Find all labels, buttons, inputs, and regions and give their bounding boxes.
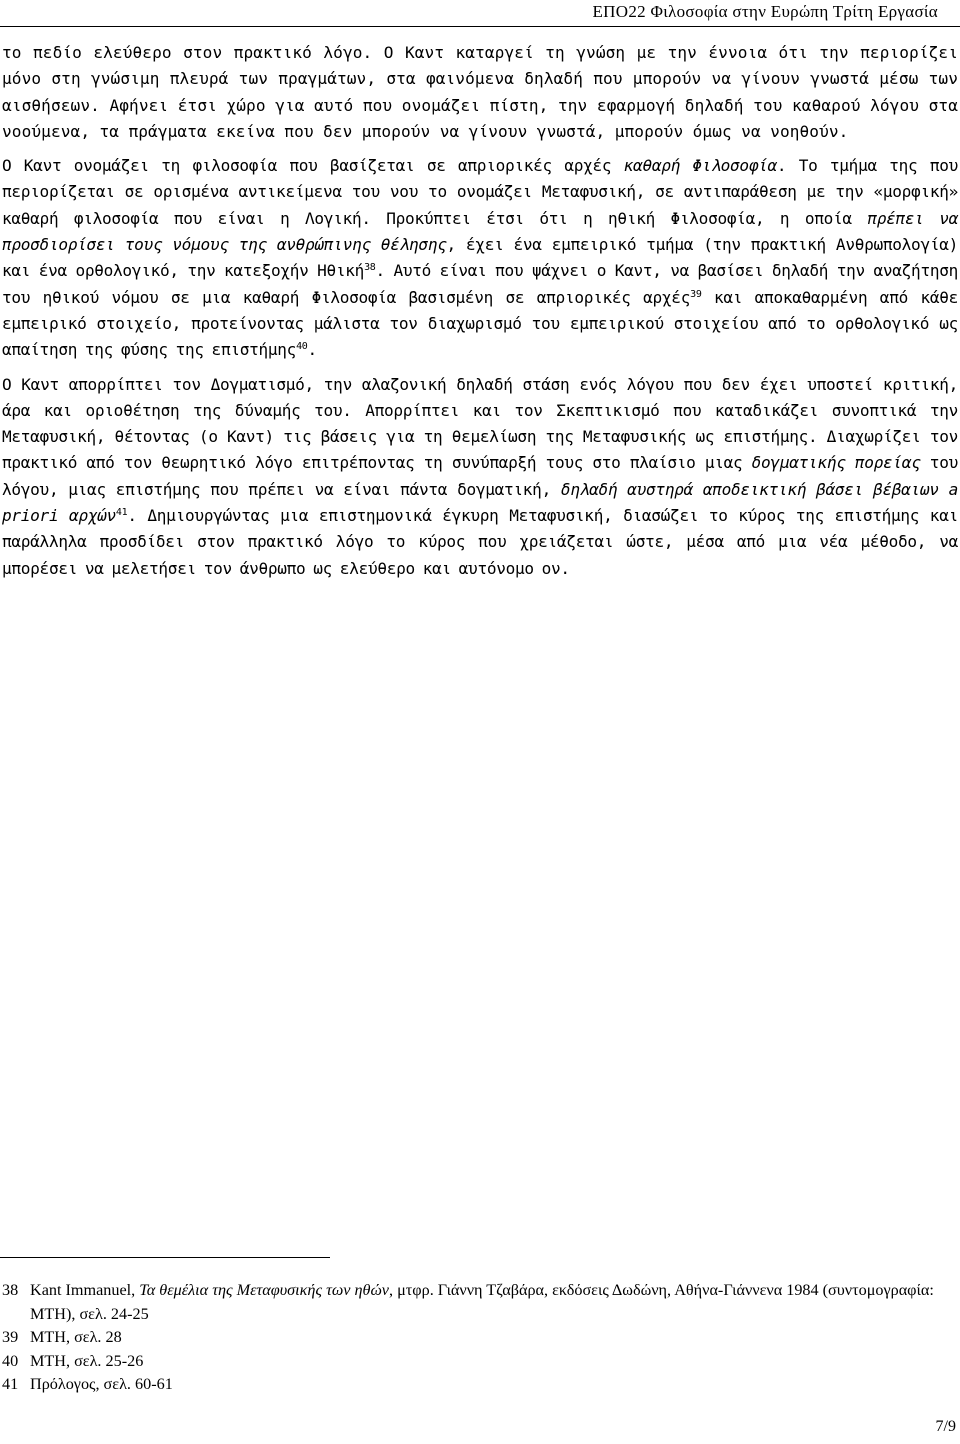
footnote-38 [2,1279,958,1326]
footnote-ref-40[interactable]: 40 [296,341,308,353]
footnotes [2,1279,958,1397]
paragraph-text: Ο Καντ ονομάζει τη φιλοσοφία που βασίζεται σε απριορικές αρχές [2,156,624,176]
footnote-number: 41 [2,1375,19,1394]
footnote-number: 40 [2,1351,19,1370]
italic-phrase: πρέπει να προσδιορίσει τους νόμους της ανθρώπινης θέλησης [2,208,958,255]
footnote-number: 39 [2,1328,19,1347]
italic-phrase: καθαρή Φιλοσοφία [623,156,777,176]
paragraph-text: και αποκαθαρμένη από κάθε εμπειρικό στοιχείο, προτείνοντας μάλιστα τον διαχωρισμό του εμπειρικού στοιχείου από το ορθολογικό ως απαίτηση της φύσης της επιστήμης [2,287,959,360]
footnote-book-title: Τα θεμέλια της Μεταφυσικής των ηθών [139,1281,389,1299]
footnote-text: ΜΤΗ, σελ. 28 [30,1328,122,1347]
footnote-text: Πρόλογος, σελ. 60-61 [30,1375,173,1394]
footnote-39 [2,1326,958,1350]
footnote-text: Kant Immanuel, [30,1281,140,1299]
header-divider [0,26,960,27]
paragraph-2 [2,153,958,363]
paragraph-text: . [307,340,317,360]
paragraph-text: , έχει ένα εμπειρικό τμήμα (την πρακτική Ανθρωπολογία) και ένα ορθολογικό, την κατεξοχήν Ηθική [2,235,958,281]
paragraph-text: Ο Καντ απορρίπτει τον Δογματισμό, την αλαζονική δηλαδή στάση ενός λόγου που δεν έχει υποστεί κριτική, άρα και οριοθέτηση της δύναμής του. Απορρίπτει και τον Σκεπτικισμό που καταδικάζει συνοπτικά την Μεταφυσική, θέτοντας (ο Καντ) τις βάσεις για τη θεμελίωση της Μεταφυσικής ως επιστήμης. Διαχωρίζει τον πρακτικό από τον θεωρητικό λόγο επιτρέποντας τη συνύπαρξή τους στο πλαίσιο μιας [2,374,958,473]
paragraph-1: το πεδίο ελεύθερο στον πρακτικό λόγο. Ο Καντ καταργεί τη γνώση με την έννοια ότι την περιορίζει μόνο στη γνώσιμη πλευρά των πραγμάτων, στα φαινόμενα δηλαδή που μπορούν να γίνουν γνωστά μέσω των αισθήσεων. Αφήνει έτσι χώρο για αυτό που ονομάζει πίστη, την εφαρμογή δηλαδή του καθαρού λόγου στα νοούμενα, τα πράγματα εκείνα που δεν μπορούν να γίνουν γνωστά, μπορούν όμως να νοηθούν. [2,43,958,141]
paragraph-text: . Το τμήμα της που περιορίζεται σε ορισμένα αντικείμενα του νου το ονομάζει Μεταφυσική, σε αντιπαράθεση με την «μορφική» καθαρή φιλοσοφία που είναι η Λογική. Προκύπτει έτσι ότι η ηθική Φιλοσοφία, η οποία [2,156,958,228]
body-text [2,40,958,582]
footnote-divider [0,1257,330,1258]
footnote-40 [2,1350,958,1374]
footnote-ref-39[interactable]: 39 [690,288,702,300]
paragraph-text: . Αυτό είναι που ψάχνει ο Καντ, να βασίσει δηλαδή την αναζήτηση του ηθικού νόμου σε μια καθαρή Φιλοσοφία βασισμένη σε απριορικές αρχές [2,261,958,307]
footnote-ref-41[interactable]: 41 [115,507,128,519]
paragraph-text: . Δημιουργώντας μια επιστημονικά έγκυρη Μεταφυσική, διασώζει το κύρος της επιστήμης και παράλληλα προσδίδει στον πρακτικό λόγο το κύρος που χρειάζεται ώστε, μέσα από μια νέα μέθοδο, να μπορέσει να μελετήσει τον άνθρωπο ως ελεύθερο και αυτόνομο ον. [2,506,958,578]
paragraph-3 [2,372,958,582]
page-number: 7/9 [935,1418,956,1435]
footnote-number: 38 [2,1281,19,1299]
italic-phrase: δογματικής πορείας [751,453,921,473]
running-header: ΕΠΟ22 Φιλοσοφία στην Ευρώπη Τρίτη Εργασία [592,2,938,21]
footnote-ref-38[interactable]: 38 [364,262,376,274]
footnote-text: , μτφρ. Γιάννη Τζαβάρα, εκδόσεις Δωδώνη, Αθήνα-Γιάννενα 1984 (συντομογραφία: ΜΤΗ), σελ. 24-25 [30,1281,934,1323]
footnote-text: ΜΤΗ, σελ. 25-26 [30,1351,144,1370]
italic-phrase: δηλαδή αυστηρά αποδεικτική βάσει βέβαιων a priori αρχών [2,479,958,526]
paragraph-text: του λόγου, μιας επιστήμης που πρέπει να είναι πάντα δογματική, [2,453,958,499]
footnote-41 [2,1373,958,1397]
